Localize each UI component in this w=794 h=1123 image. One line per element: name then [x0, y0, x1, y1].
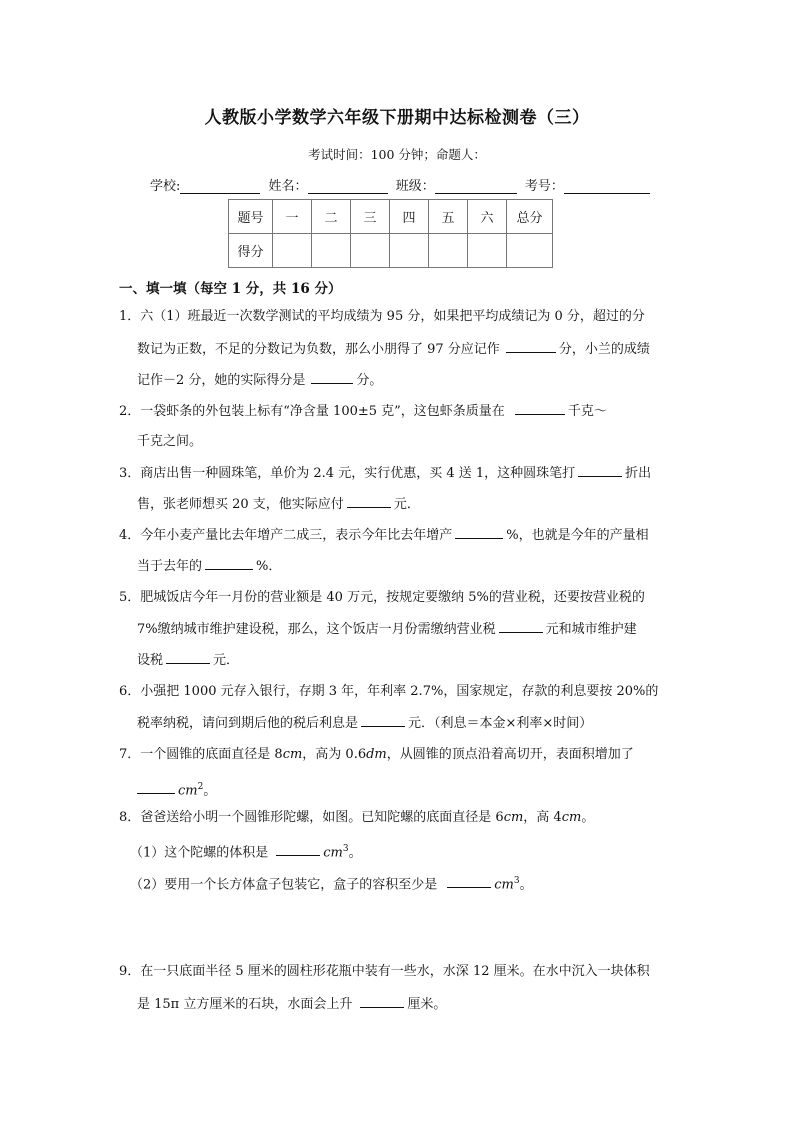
unit-cm: cm — [561, 810, 582, 825]
score-label-cell: 得分 — [229, 234, 273, 268]
school-field[interactable] — [180, 179, 260, 194]
text: 是 15π 立方厘米的石块，水面会上升 — [137, 997, 353, 1012]
score-cell[interactable] — [429, 234, 468, 268]
score-cell[interactable] — [468, 234, 507, 268]
unit-dm: dm — [366, 747, 387, 762]
text: （2）要用一个长方体盒子包装它，盒子的容积至少是 — [130, 877, 438, 893]
header-cell: 二 — [312, 200, 351, 234]
class-label: 班级： — [395, 179, 435, 194]
text: 。 — [581, 810, 595, 825]
answer-blank[interactable] — [455, 525, 503, 539]
unit-cm: cm — [282, 747, 303, 762]
answer-blank[interactable] — [515, 401, 565, 415]
question-9-line-2 — [137, 994, 446, 1015]
question-6-line-2 — [137, 713, 592, 734]
answer-blank[interactable] — [311, 370, 353, 384]
text: 。 — [348, 845, 362, 861]
school-label: 学校: — [150, 179, 181, 194]
text: %． — [256, 559, 282, 574]
section-heading: 一、填一填（每空 1 分，共 16 分） — [119, 281, 342, 297]
text: 数记为正数，不足的分数记为负数，那么小朋得了 97 分应记作 — [137, 342, 500, 357]
score-cell[interactable] — [507, 234, 553, 268]
question-5-line-3 — [137, 650, 239, 671]
question-3-line-2 — [137, 494, 420, 515]
score-table — [228, 199, 553, 268]
text: （1）这个陀螺的体积是 — [130, 845, 269, 861]
question-2-line-1 — [119, 401, 607, 422]
answer-blank[interactable] — [347, 494, 391, 508]
exponent: 3 — [513, 876, 520, 886]
text: 3．商店出售一种圆珠笔，单价为 2.4 元，实行优惠，买 4 送 1，这种圆珠笔打 — [119, 466, 576, 481]
student-info-line — [150, 175, 654, 194]
question-8-part-2 — [130, 871, 533, 895]
text: %，也就是今年的产量相 — [506, 528, 649, 543]
answer-blank[interactable] — [506, 339, 556, 353]
answer-blank[interactable] — [361, 713, 405, 727]
name-field[interactable] — [308, 179, 388, 194]
text: 元． — [393, 497, 420, 512]
answer-blank[interactable] — [166, 650, 210, 664]
unit-cm: cm — [178, 783, 198, 799]
exponent: 2 — [197, 782, 204, 792]
score-cell[interactable] — [390, 234, 429, 268]
question-1-line-3 — [137, 370, 382, 391]
text: ，从圆锥的顶点沿着高切开，表面积增加了 — [386, 747, 634, 762]
text: 售，张老师想买 20 支，他实际应付 — [137, 497, 344, 512]
score-table-header-row — [229, 200, 553, 234]
text: ，高为 0.6 — [302, 747, 367, 762]
exponent: 3 — [342, 844, 349, 854]
text: 。 — [519, 877, 533, 893]
exam-subtitle: 考试时间：100 分钟；命题人： — [308, 147, 486, 162]
header-cell: 题号 — [229, 200, 273, 234]
question-6-line-1: 6．小强把 1000 元存入银行，存期 3 年，年利率 2.7%，国家规定，存款的利息要按 20%的 — [119, 684, 659, 699]
header-cell: 一 — [273, 200, 312, 234]
text: 折出 — [625, 466, 652, 481]
unit-cm: cm — [323, 845, 343, 861]
question-2-line-2: 千克之间。 — [137, 434, 203, 449]
text: 分，小兰的成绩 — [558, 342, 650, 357]
text: 元．（利息＝本金×利率×时间） — [408, 716, 593, 731]
class-field[interactable] — [435, 179, 517, 194]
text: 8．爸爸送给小明一个圆锥形陀螺，如图。已知陀螺的底面直径是 6 — [119, 810, 504, 825]
header-cell: 六 — [468, 200, 507, 234]
question-7-line-2 — [137, 777, 216, 801]
score-cell[interactable] — [312, 234, 351, 268]
question-1-line-1: 1．六（1）班最近一次数学测试的平均成绩为 95 分，如果把平均成绩记为 0 分，超过的分 — [119, 309, 645, 324]
header-cell: 四 — [390, 200, 429, 234]
text: 元和城市维护建 — [545, 622, 637, 637]
number-label: 考号： — [524, 179, 564, 194]
text: 2．一袋虾条的外包装上标有“净含量 100±5 克”，这包虾条质量在 — [119, 404, 505, 419]
number-field[interactable] — [564, 179, 650, 194]
score-cell[interactable] — [351, 234, 390, 268]
question-5-line-1: 5．肥城饭店今年一月份的营业额是 40 万元，按规定要缴纳 5%的营业税，还要按营业税的 — [119, 590, 645, 605]
unit-cm: cm — [494, 877, 514, 893]
text: 设税 — [137, 653, 164, 668]
page-title: 人教版小学数学六年级下册期中达标检测卷（三） — [204, 108, 590, 128]
question-3-line-1 — [119, 463, 651, 484]
answer-blank[interactable] — [205, 556, 253, 570]
text: 。 — [203, 783, 217, 799]
answer-blank[interactable] — [578, 463, 622, 477]
header-cell: 三 — [351, 200, 390, 234]
question-4-line-2 — [137, 556, 281, 577]
question-1-line-2 — [137, 339, 650, 360]
unit-cm: cm — [503, 810, 524, 825]
text: 千克～ — [567, 404, 607, 419]
question-8-part-1 — [130, 839, 362, 863]
header-cell: 五 — [429, 200, 468, 234]
question-7-line-1 — [119, 745, 634, 765]
text: 厘米。 — [407, 997, 447, 1012]
question-9-line-1: 9．在一只底面半径 5 厘米的圆柱形花瓶中装有一些水，水深 12 厘米。在水中沉入一块体积 — [119, 964, 650, 979]
text: 当于去年的 — [137, 559, 203, 574]
text: 税率纳税，请问到期后他的税后利息是 — [137, 716, 359, 731]
text: 记作－2 分，她的实际得分是 — [137, 373, 306, 388]
score-table-score-row — [229, 234, 553, 268]
text: 4．今年小麦产量比去年增产二成三，表示今年比去年增产 — [119, 528, 453, 543]
text: 分。 — [356, 373, 383, 388]
text: 7%缴纳城市维护建设税，那么，这个饭店一月份需缴纳营业税 — [137, 622, 496, 637]
answer-blank[interactable] — [447, 874, 491, 888]
text: 元． — [213, 653, 240, 668]
answer-blank[interactable] — [276, 842, 320, 856]
question-8-line-1 — [119, 808, 594, 828]
text: ，高 4 — [523, 810, 562, 825]
text: 7．一个圆锥的底面直径是 8 — [119, 747, 283, 762]
answer-blank[interactable] — [137, 780, 175, 794]
question-5-line-2 — [137, 619, 637, 640]
answer-blank[interactable] — [499, 619, 543, 633]
header-cell: 总分 — [507, 200, 553, 234]
score-cell[interactable] — [273, 234, 312, 268]
name-label: 姓名： — [268, 179, 308, 194]
question-4-line-1 — [119, 525, 649, 546]
answer-blank[interactable] — [360, 994, 404, 1008]
